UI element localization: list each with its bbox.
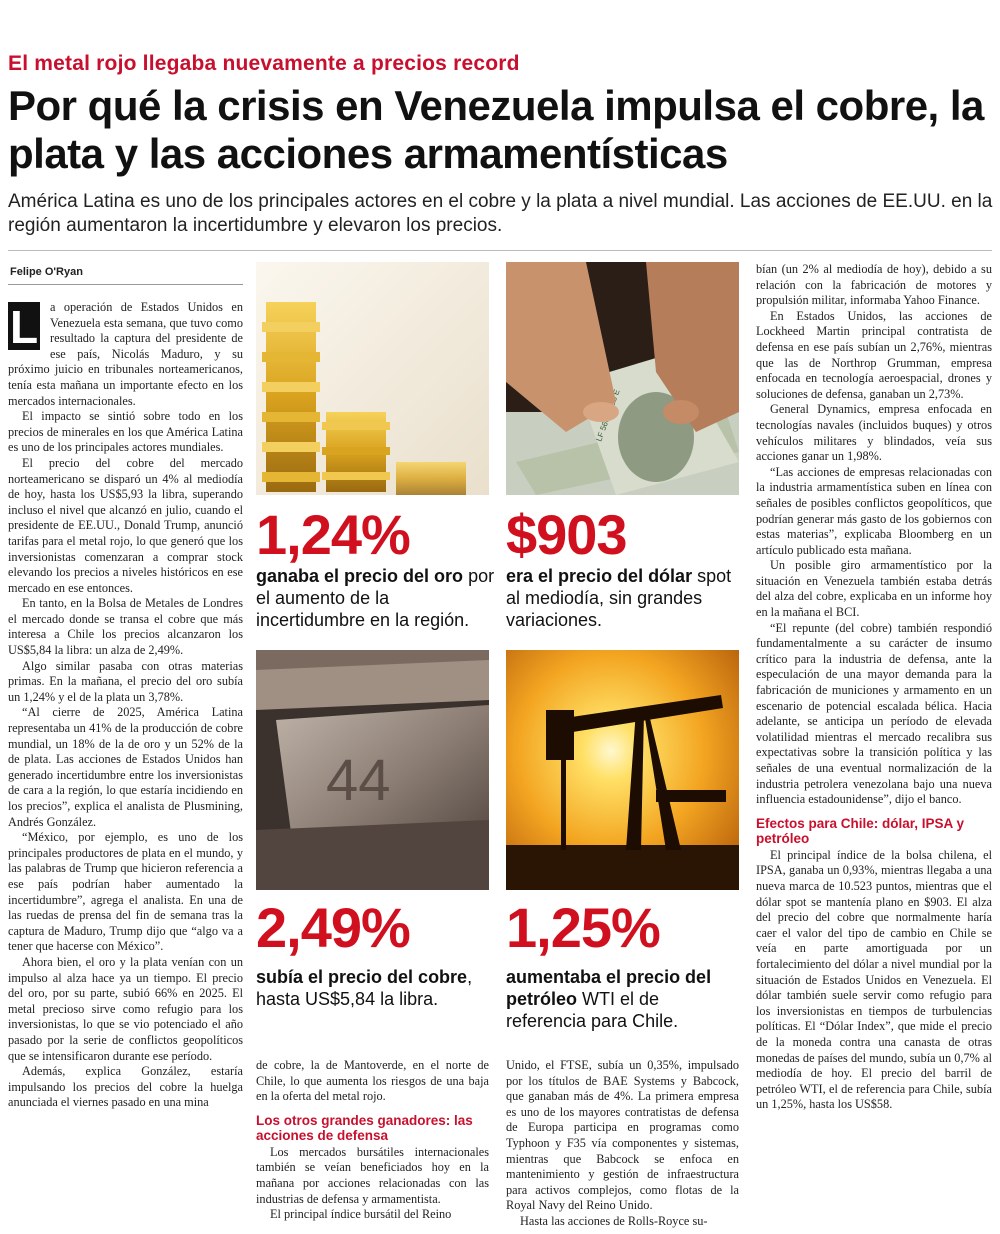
section-subhead-chile: Efectos para Chile: dólar, IPSA y petróleo: [756, 815, 965, 846]
paragraph: En Estados Unidos, las acciones de Lockheed Martin principal contratista de defensa en ese país subían un 2,76%, mientras que las de Northrop Grumman, empresa enfocada en tecnología aeroespacial, drones y soluciones de defensa, ganaban un 2,73%.: [756, 308, 992, 401]
paragraph: “Al cierre de 2025, América Latina representaba un 41% de la producción de cobre mundial, un 18% de la de oro y un 52% de la de plata. Las acciones de Estados Unidos han generado incertidumbre entre los inversionistas de cara a la región, lo que estaría incidiendo en los precios”, explica el analista de Plusmining, Andrés González.: [8, 705, 243, 829]
stat-dollar-caption: era el precio del dólar spot al mediodía, sin grandes variaciones.: [506, 566, 732, 630]
paragraph: de cobre, la de Mantoverde, en el norte de Chile, lo que aumenta los riesgos de una baja en la oferta del metal rojo.: [256, 1058, 489, 1104]
paragraph: Un posible giro armamentístico por la situación en Venezuela también estaba detrás del alza del cobre, explicaba en un informe hoy en la mañana el BCI.: [756, 558, 992, 620]
ingot-mark: 44: [326, 748, 391, 813]
headline: Por qué la crisis en Venezuela impulsa el cobre, la plata y las acciones armamentísticas: [8, 82, 984, 177]
deck: América Latina es uno de los principales actores en el cobre y la plata a nivel mundial. Las acciones de EE.UU. en la región aumentaron la incertidumbre y elevaron los precios.: [8, 191, 993, 236]
paragraph: Unido, el FTSE, subía un 0,35%, impulsado por los títulos de BAE Systems y Babcock, que ganaban más de 4%. La primera empresa es uno de los mayores contratistas de defensa de Europa participa en programas como Typhoon y F35 vía componentes y sistemas, mientras que Babcock se enfoca en mantenimiento y gestión de infraestructura para activos complejos, como flotas de la Royal Navy del Reino Unido.: [506, 1058, 739, 1213]
paragraph: “Las acciones de empresas relacionadas con la industria armamentística suben en línea con señales de posibles conflictos geopolíticos, que podrían generar más gasto de los gobiernos con estas materias”, explicaba Bloomberg en un artículo publicado esta mañana.: [756, 464, 992, 557]
stat-oil-figure: 1,25%: [506, 896, 660, 959]
stat-dollar-figure: $903: [506, 503, 627, 566]
paragraph: Además, explica González, estaría impulsando los precios del cobre la huelga anunciada el viernes pasado en una mina: [8, 1064, 243, 1110]
lead-paragraph: L a operación de Estados Unidos en Venezuela esta semana, que tuvo como resultado la captura del presidente de ese país, Nicolás Maduro, y su próximo juicio en tribunales norteamericanos, tenía esta mañana un importante efecto en los mercados internacionales.: [8, 300, 243, 408]
stat-gold-caption: ganaba el precio del oro por el aumento de la incertidumbre en la región.: [256, 566, 495, 630]
article-column-2: [256, 1058, 489, 1230]
kicker: El metal rojo llegaba nuevamente a precios record: [8, 52, 520, 75]
article-column-4: [756, 262, 992, 1230]
header-rule: [8, 250, 992, 251]
paragraph: El precio del cobre del mercado norteamericano se disparó un 4% al mediodía de hoy, hasta los US$5,93 la libra, superando incluso el nivel que alcanzó en julio, cuando el presidente de EE.UU., Donald Trump, anunció tarifas para el metal rojo, lo que generó que los inversionistas comenzaran a comprar stock elevando los precios a niveles históricos en ese mercado en ese entonces.: [8, 455, 243, 595]
stat-copper-caption: subía el precio del cobre, hasta US$5,84 la libra.: [256, 967, 473, 1009]
paragraph: El principal índice bursátil del Reino: [270, 1207, 452, 1222]
paragraph: bían (un 2% al mediodía de hoy), debido a su relación con la fabricación de motores y propulsión militar, informaba Yahoo Finance.: [756, 262, 992, 308]
paragraph: “El repunte (del cobre) también respondió fundamentalmente a su carácter de insumo crítico para la industria de defensa, ante la especulación de una mayor demanda para la fabricación de municiones y armamento en un escenario de potencial escalada bélica. Hacia adelante, se anticipa un período de elevada volatilidad mientras el mercado recalibra sus expectativas sobre la transición política y las señales de una eventual normalización de la industria petrolera venezolana bajo una nueva influencia estadounidense”, dijo el banco.: [756, 620, 992, 807]
gold-bars-photo: [256, 262, 489, 495]
paragraph: El principal índice de la bolsa chilena, el IPSA, ganaba un 0,93%, mientras llegaba a una nueva marca de 10.523 puntos, mientras que el dólar spot se mantenía plano en $903. El alza del precio del cobre que normalmente haría caer el valor del tipo de cambio en Chile se veía en parte amortiguada por un fortalecimiento del dólar a nivel mundial por la situación de Estados Unidos en Venezuela. El dólar también suele servir como refugio para los inversionistas en tiempos de turbulencias políticas. El “Dólar Index”, que mide el precio de la moneda contra una canasta de otras monedas de países del mundo, subía un 0,7% al mediodía de hoy. El precio del barril de petróleo WTI, el de referencia para Chile, subía un 1,25%, hasta los US$58.: [756, 847, 992, 1112]
section-subhead-defense: Los otros grandes ganadores: las acciones de defensa: [256, 1112, 473, 1143]
byline: Felipe O'Ryan: [10, 266, 83, 278]
paragraph: General Dynamics, empresa enfocada en tecnologías navales (incluidos buques) y otros vehículos militares y blindados, veía sus acciones ganar un 1,98%.: [756, 402, 992, 464]
drop-cap: L: [9, 301, 39, 353]
paragraph: Algo similar pasaba con otras materias primas. En la mañana, el precio del oro subía un 1,24% y el de la plata un 3,78%.: [8, 658, 243, 704]
article-column-3: [506, 1058, 739, 1230]
stat-gold-figure: 1,24%: [256, 503, 410, 566]
copper-ingots-photo: [256, 650, 489, 890]
paragraph: El impacto se sintió sobre todo en los precios de minerales en los que América Latina es uno de los principales actores mundiales.: [8, 409, 243, 455]
stat-oil-caption: aumentaba el precio del petróleo WTI el de referencia para Chile.: [506, 967, 712, 1031]
article-column-1: [8, 300, 243, 1230]
oil-pump-photo: [506, 650, 739, 890]
banknote-serial: LF E: [594, 388, 622, 443]
byline-rule: [8, 284, 243, 285]
paragraph: Los mercados bursátiles internacionales también se veían beneficiados hoy en la mañana por acciones relacionadas con las industrias de defensa y armamentista.: [256, 1144, 489, 1206]
paragraph: Ahora bien, el oro y la plata venían con un impulso al alza hace ya un tiempo. El precio del oro, por su parte, subió 66% en 2025. El metal precioso sirve como refugio para los inversionistas, lo que se vio potenciado el año pasado por la serie de conflictos geopolíticos que se intensificaron durante ese período.: [8, 954, 243, 1063]
stat-copper-figure: 2,49%: [256, 896, 410, 959]
dollar-bills-photo: [506, 262, 739, 495]
paragraph: En tanto, en la Bolsa de Metales de Londres el mercado donde se transa el cobre que más interesa a Chile los precios alcanzaron los US$5,84 la libra: un alza de 2,49%.: [8, 596, 243, 658]
paragraph: Hasta las acciones de Rolls-Royce su-: [520, 1213, 708, 1228]
paragraph: “México, por ejemplo, es uno de los principales productores de plata en el mundo, y las palabras de Trump que hicieron referencia a ese país podrían haber aumentado la incertidumbre”, agrega el analista. En una de las ruedas de prensa del fin de semana tras la captura de Maduro, Trump dijo que “algo va a tener que hacerse con México”.: [8, 830, 243, 954]
